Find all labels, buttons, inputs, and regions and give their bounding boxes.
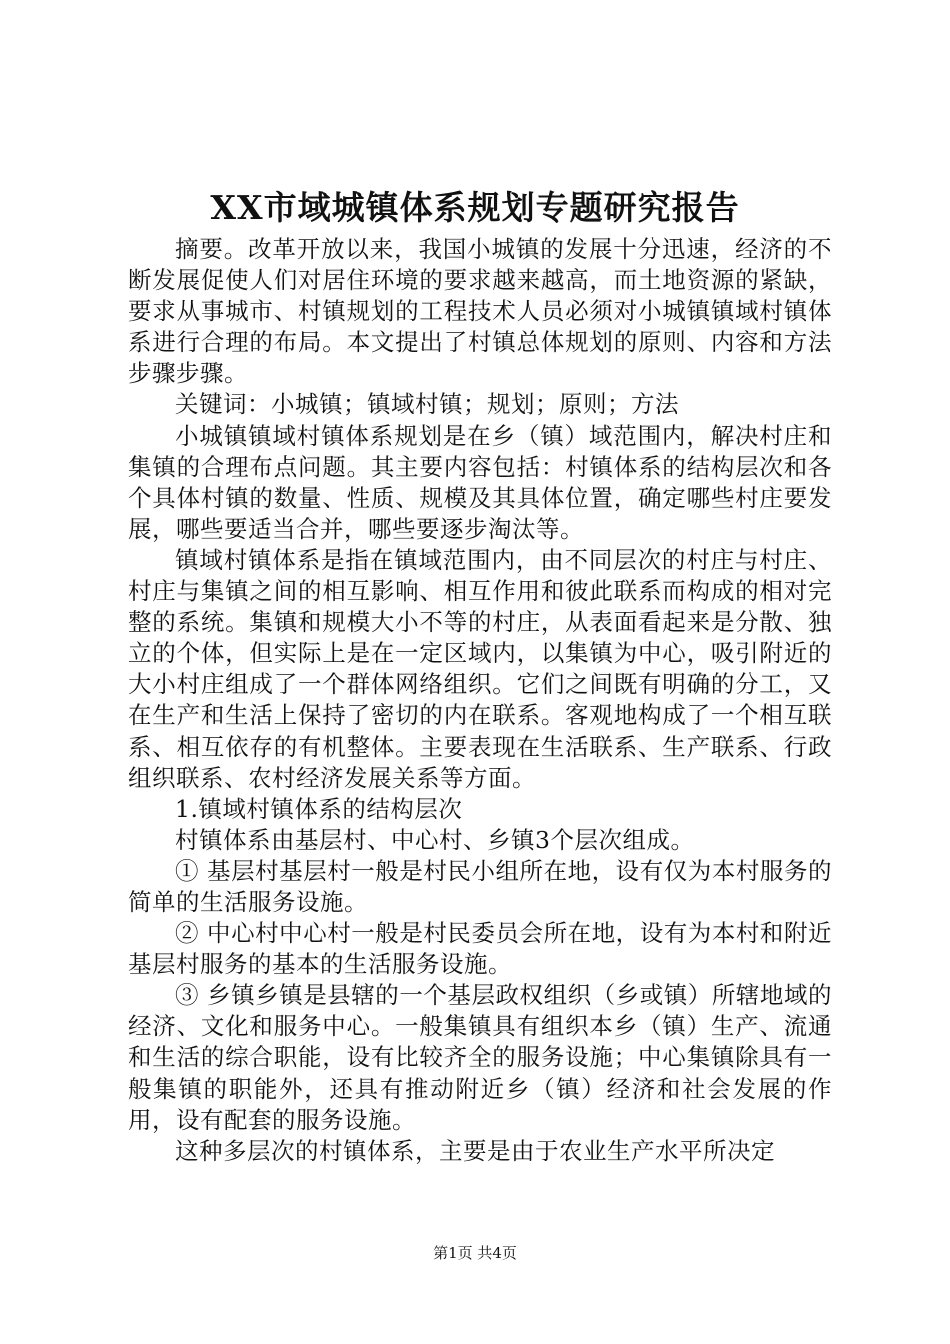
list-item: ① 基层村基层村一般是村民小组所在地，设有仅为本村服务的简单的生活服务设施。 <box>128 856 832 916</box>
document-title: XX市域城镇体系规划专题研究报告 <box>210 188 740 227</box>
abstract-paragraph: 摘要。改革开放以来，我国小城镇的发展十分迅速，经济的不断发展促使人们对居住环境的要求越来越高，而土地资源的紧缺，要求从事城市、村镇规划的工程技术人员必须对小城镇镇域村镇体系进行合理的布局。本文提出了村镇总体规划的原则、内容和方法步骤步骤。 <box>128 235 832 388</box>
body-paragraph: 村镇体系由基层村、中心村、乡镇3个层次组成。 <box>175 825 695 854</box>
list-item: ② 中心村中心村一般是村民委员会所在地，设有为本村和附近基层村服务的基本的生活服务设施。 <box>128 919 832 979</box>
section-heading: 1.镇域村镇体系的结构层次 <box>175 794 463 823</box>
document-body <box>128 234 832 1167</box>
body-paragraph: 这种多层次的村镇体系，主要是由于农业生产水平所决定 <box>175 1136 775 1165</box>
body-paragraph: 镇域村镇体系是指在镇域范围内，由不同层次的村庄与村庄、村庄与集镇之间的相互影响、相互作用和彼此联系而构成的相对完整的系统。集镇和规模大小不等的村庄，从表面看起来是分散、独立的个体，但实际上是在一定区域内，以集镇为中心，吸引附近的大小村庄组成了一个群体网络组织。它们之间既有明确的分工，又在生产和生活上保持了密切的内在联系。客观地构成了一个相互联系、相互依存的有机整体。主要表现在生活联系、生产联系、行政组织联系、农村经济发展关系等方面。 <box>128 545 832 792</box>
keywords-paragraph: 关键词：小城镇；镇域村镇；规划；原则；方法 <box>175 390 679 419</box>
body-paragraph: 小城镇镇域村镇体系规划是在乡（镇）域范围内，解决村庄和集镇的合理布点问题。其主要内容包括：村镇体系的结构层次和各个具体村镇的数量、性质、规模及其具体位置，确定哪些村庄要发展，哪些要适当合并，哪些要逐步淘汰等。 <box>128 421 832 543</box>
list-item: ③ 乡镇乡镇是县辖的一个基层政权组织（乡或镇）所辖地域的经济、文化和服务中心。一般集镇具有组织本乡（镇）生产、流通和生活的综合职能，设有比较齐全的服务设施；中心集镇除具有一般集镇的职能外，还具有推动附近乡（镇）经济和社会发展的作用，设有配套的服务设施。 <box>128 981 832 1134</box>
page-footer: 第1页 共4页 <box>433 1244 517 1262</box>
